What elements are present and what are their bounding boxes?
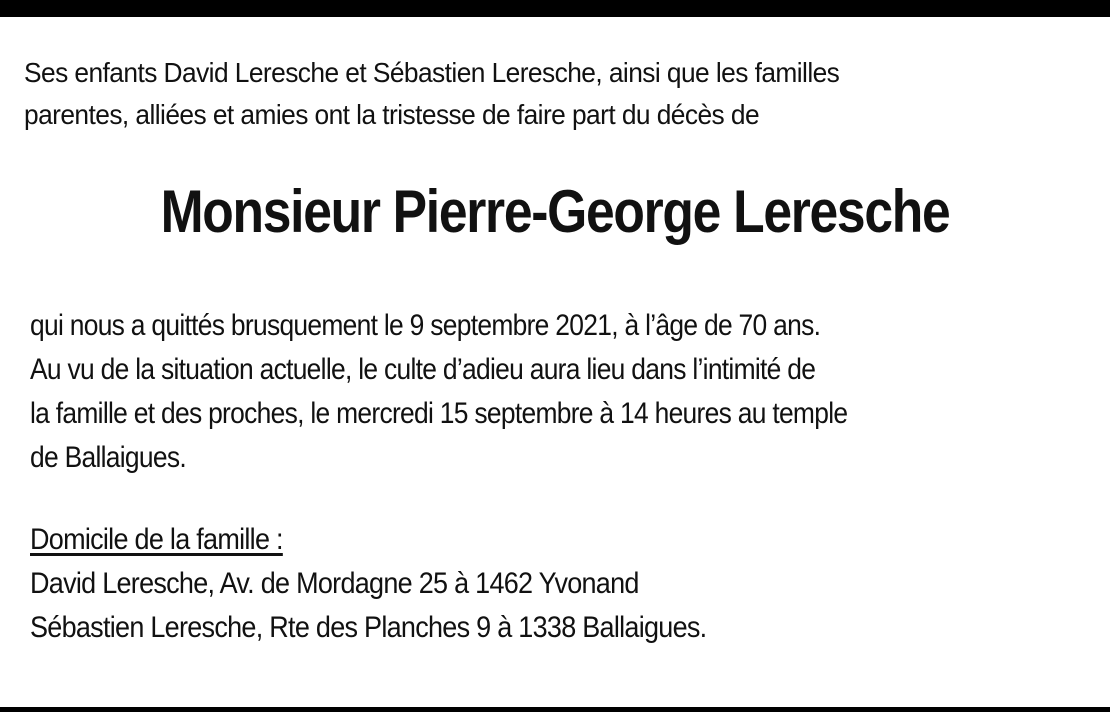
family-address xyxy=(30,518,930,650)
intro-line: parentes, alliées et amies ont la tristesse de faire part du décès de xyxy=(24,99,760,130)
intro-paragraph xyxy=(24,52,1030,136)
announcement-paragraph xyxy=(30,304,1042,480)
address-heading: Domicile de la famille : xyxy=(30,523,283,556)
announcement-line: la famille et des proches, le mercredi 15 septembre à 14 heures au temple xyxy=(30,397,848,430)
announcement-line: qui nous a quittés brusquement le 9 septembre 2021, à l’âge de 70 ans. xyxy=(30,309,821,342)
intro-line: Ses enfants David Leresche et Sébastien Leresche, ainsi que les familles xyxy=(24,57,840,88)
announcement-line: Au vu de la situation actuelle, le culte d’adieu aura lieu dans l’intimité de xyxy=(30,353,816,386)
bottom-border xyxy=(0,707,1110,712)
address-line: David Leresche, Av. de Mordagne 25 à 1462 Yvonand xyxy=(30,567,639,600)
top-border xyxy=(0,0,1110,17)
announcement-line: de Ballaigues. xyxy=(30,441,187,474)
address-line: Sébastien Leresche, Rte des Planches 9 à 1338 Ballaigues. xyxy=(30,611,707,644)
deceased-name: Monsieur Pierre-George Leresche xyxy=(160,178,950,245)
